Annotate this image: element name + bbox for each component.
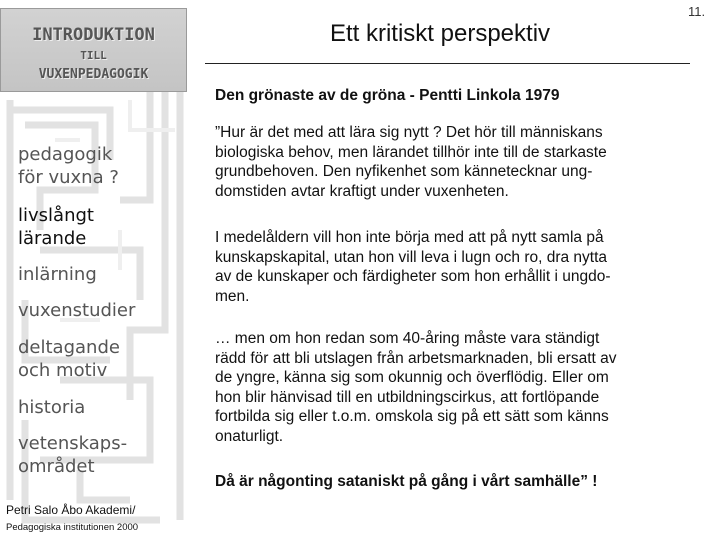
text-line: … men om hon redan som 40-åring måste vara ständigt xyxy=(215,330,600,347)
topic-vetenskapsomradet[interactable] xyxy=(18,432,127,478)
text-line: hon blir hänvisad till en utbildningscirkus, att fortlöpande xyxy=(215,388,600,406)
text-line: grundbehoven. Den nyfikenhet som kännetecknar ung- xyxy=(215,163,593,180)
topic-line: livslångt xyxy=(18,205,94,226)
text-line: biologiska behov, men lärandet tillhör inte till de starkaste xyxy=(215,143,607,161)
slide-title: Ett kritiskt perspektiv xyxy=(329,20,551,47)
footer-author: Petri Salo Åbo Akademi/ xyxy=(6,503,136,517)
topic-livslangt[interactable] xyxy=(18,204,94,250)
logo-line-3: VUXENPEDAGOGIK xyxy=(38,67,149,82)
topic-deltagande[interactable] xyxy=(18,336,120,382)
text-line: onaturligt. xyxy=(215,427,284,445)
text-line: rädd för att bli utslagen från arbetsmarknaden, bli ersatt av xyxy=(215,349,617,367)
text-line: kunskapskapital, utan hon vill leva i lugn och ro, dra nytta xyxy=(215,248,608,266)
text-line: men. xyxy=(215,287,250,305)
topic-line: pedagogik xyxy=(18,144,113,165)
course-logo xyxy=(0,8,187,92)
title-divider xyxy=(205,63,690,64)
topic-inlarning[interactable] xyxy=(18,263,97,286)
topic-line: inlärning xyxy=(18,264,97,285)
topic-line: för vuxna ? xyxy=(18,167,119,188)
page-number: 11. xyxy=(688,4,706,19)
topic-vuxenstudier[interactable] xyxy=(18,299,135,322)
topic-line: området xyxy=(18,456,95,477)
topic-line: vetenskaps- xyxy=(18,433,128,454)
topic-line: och motiv xyxy=(18,360,108,381)
logo-line-1: INTRODUKTION xyxy=(32,25,155,45)
topic-historia[interactable] xyxy=(18,396,85,419)
topic-line: lärande xyxy=(18,228,87,249)
text-line: av de kunskaper och färdigheter som hon erhållit i ungdo- xyxy=(215,268,611,285)
quote-paragraph-2 xyxy=(215,228,690,306)
text-line: Då är någonting sataniskt på gång i vårt samhälle” ! xyxy=(215,473,598,490)
text-line: fortbilda sig eller t.o.m. omskola sig på ett sätt som känns xyxy=(215,408,609,425)
topic-pedagogik[interactable] xyxy=(18,143,119,189)
text-line: I medelåldern vill hon inte börja med att på nytt samla på xyxy=(215,229,604,246)
text-line: domstiden avtar kraftigt under vuxenheten. xyxy=(215,182,509,200)
slide-subtitle: Den grönaste av de gröna - Pentti Linkola 1979 xyxy=(215,87,560,104)
topic-line: vuxenstudier xyxy=(18,300,136,321)
quote-paragraph-1 xyxy=(215,123,690,201)
text-line: ”Hur är det med att lära sig nytt ? Det hör till människans xyxy=(215,124,603,141)
text-line: de yngre, känna sig som okunnig och överflödig. Eller om xyxy=(215,369,609,386)
topic-line: historia xyxy=(18,397,86,418)
quote-conclusion xyxy=(215,472,690,492)
sidebar xyxy=(0,0,200,540)
topic-line: deltagande xyxy=(18,337,120,358)
footer-institution: Pedagogiska institutionen 2000 xyxy=(6,522,139,533)
logo-line-2: TILL xyxy=(80,49,107,62)
quote-paragraph-3 xyxy=(215,329,690,446)
